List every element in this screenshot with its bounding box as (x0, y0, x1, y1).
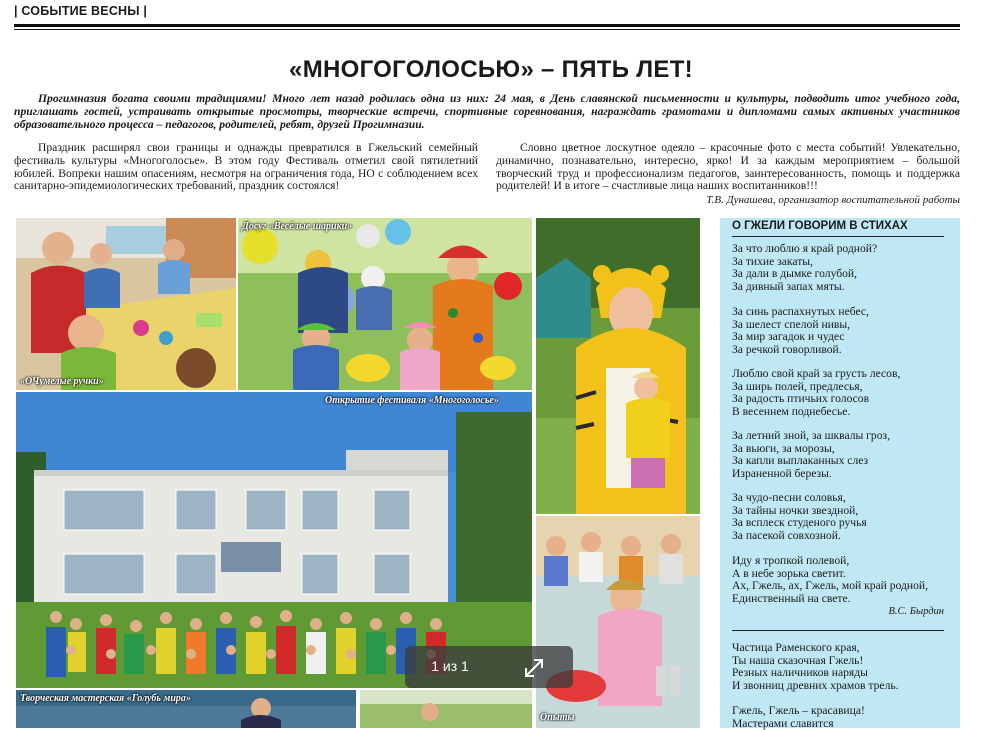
header-rule-thin (14, 29, 960, 30)
photo-tiger-costume (536, 218, 700, 514)
caption-crafts: «ОЧумелые ручки» (20, 376, 104, 387)
poem-divider (732, 630, 944, 631)
article-headline: «МНОГОГОЛОСЬЮ» – ПЯТЬ ЛЕТ! (289, 56, 693, 83)
expand-icon[interactable] (520, 654, 548, 682)
caption-experiments: Опыты (540, 712, 575, 723)
header-rule-thick (14, 24, 960, 27)
poem-stanza: Иду я тропкой полевой, А в небе зорька светит. Ах, Гжель, ах, Гжель, мой край родной, Единственный на свете. (732, 554, 929, 605)
poem-stanza: За что люблю я край родной? За тихие закаты, За дали в дымке голубой, За дивный запах мяты. (732, 242, 878, 293)
section-header: | СОБЫТИЕ ВЕСНЫ | (14, 4, 148, 18)
article-signature: Т.В. Дунашева, организатор воспитательной работы (706, 194, 960, 206)
photo-opening (16, 392, 532, 688)
body-column-right: Словно цветное лоскутное одеяло – красочные фото с места событий! Увлекательно, динамично, познавательно, интересно, ярко! И за каждым мероприятием – большой творческий труд и профессионализм педагогов, заинтересованность, помощь и поддержка родителей! И в итоге – счастливые лица наших воспитанников!!! (496, 141, 960, 193)
photo-crafts (16, 218, 236, 390)
caption-opening: Открытие фестиваля «Многоголосье» (325, 395, 499, 406)
page-counter: 1 из 1 (431, 658, 469, 674)
poem-author: В.С. Бырдин (888, 606, 944, 617)
poem-stanza: За летний зной, за шквалы гроз, За вьюги, за морозы, За капли выплаканных слез Израненной березы. (732, 429, 890, 480)
photo-balloons (238, 218, 532, 390)
photo-experiments (536, 516, 700, 728)
poem-stanza: Частица Раменского края, Ты наша сказочная Гжель! Резных наличников наряды И звонниц древних храмов трель. (732, 641, 899, 692)
photo-bottom-small (360, 690, 532, 728)
poem-stanza: За синь распахнутых небес, За шелест спелой нивы, За мир загадок и чудес За речкой говорливой. (732, 305, 869, 356)
caption-balloons: Досуг «Весёлые шарики» (242, 221, 353, 232)
poem-stanza: Гжель, Гжель – красавица! Мастерами славится (732, 704, 865, 730)
poem-title: О ГЖЕЛИ ГОВОРИМ В СТИХАХ (732, 220, 908, 232)
poem-stanza: За чудо-песни соловья, За тайны ночки звездной, За всплеск студеного ручья За пасекой совхозной. (732, 491, 867, 542)
article-lead: Прогимназия богата своими традициями! Много лет назад родилась одна из них: 24 мая, в День славянской письменности и культуры, подводить итог учебного года, приглашать гостей, устраивать открытые просмотры, творческие встречи, спортивные соревнования, награждать грамотами и дипломами самых активных участников образовательного процесса – педагогов, родителей, ребят, друзей Прогимназии. (14, 92, 960, 131)
poem-title-rule (732, 236, 944, 237)
poem-stanza: Люблю свой край за грусть лесов, За ширь полей, предлесья, За радость птичьих голосов В весеннем поднебесье. (732, 367, 901, 418)
caption-workshop: Творческая мастерская «Голубь мира» (20, 693, 191, 704)
body-column-left: Праздник расширял свои границы и однажды превратился в Гжельский семейный фестиваль культуры «Многоголосье». В этом году Фестиваль отметил свой пятилетний юбилей. Вопреки нашим опасениям, несмотря на ограничения года, НО с соблюдением всех санитарно-эпидемиологических требований, праздник состоялся! (14, 141, 478, 193)
